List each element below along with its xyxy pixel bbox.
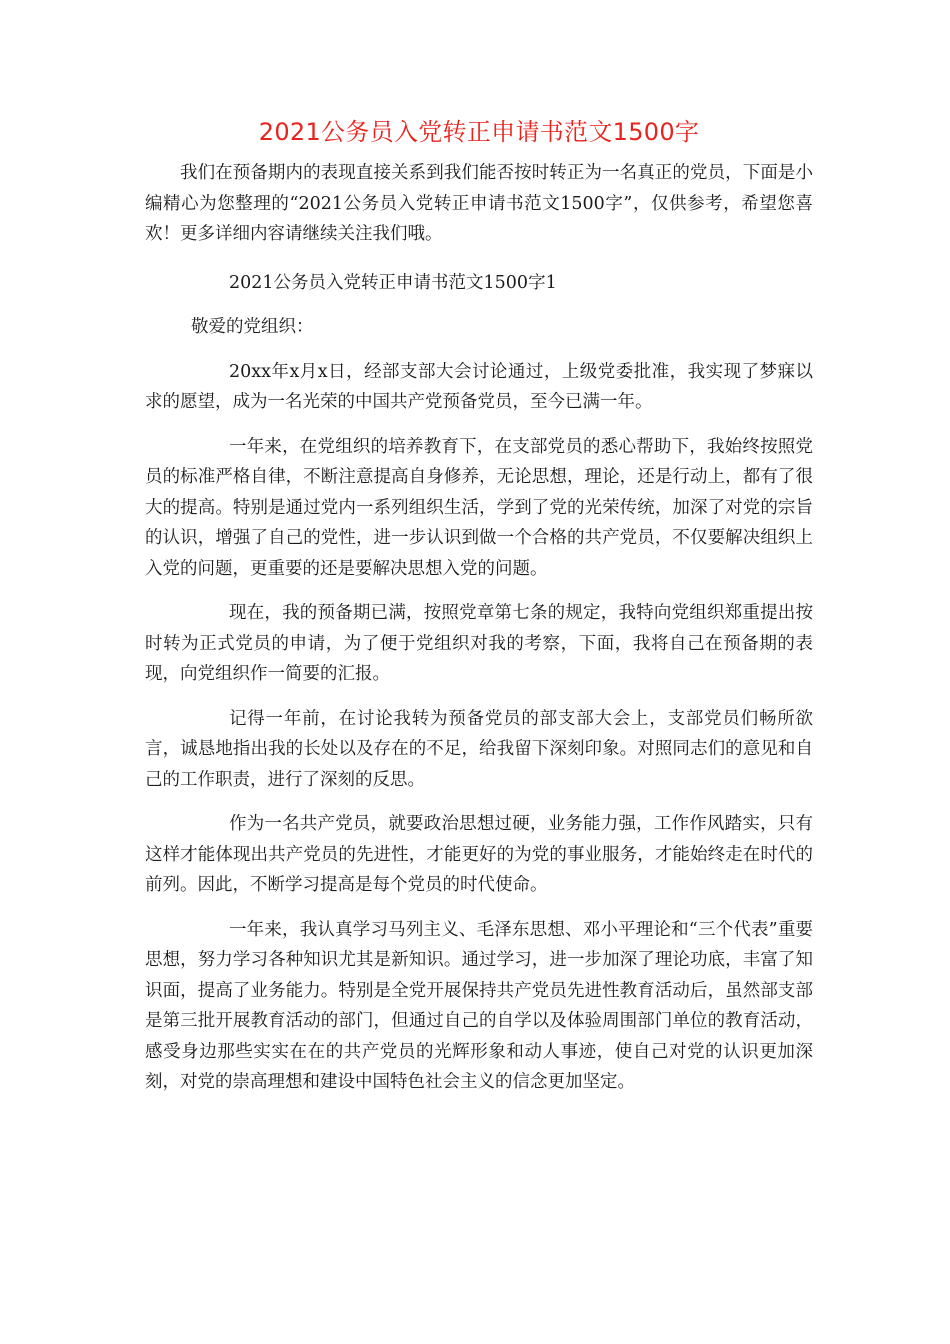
document-content	[145, 112, 813, 1098]
section-subtitle: 2021公务员入党转正申请书范文1500字1	[229, 272, 557, 293]
body-paragraph-1: 20xx年x月x日，经部支部大会讨论通过，上级党委批准，我实现了梦寐以求的愿望，成为一名光荣的中国共产党预备党员，至今已满一年。	[145, 361, 813, 412]
body-paragraph-6: 一年来，我认真学习马列主义、毛泽东思想、邓小平理论和“三个代表”重要思想，努力学习各种知识尤其是新知识。通过学习，进一步加深了理论功底，丰富了知识面，提高了业务能力。特别是全党开展保持共产党员先进性教育活动后，虽然部支部是第三批开展教育活动的部门，但通过自己的自学以及体验周围部门单位的教育活动，感受身边那些实实在在的共产党员的光辉形象和动人事迹，使自己对党的认识更加深刻，对党的崇高理想和建设中国特色社会主义的信念更加坚定。	[145, 919, 813, 1092]
body-paragraph-5: 作为一名共产党员，就要政治思想过硬，业务能力强，工作作风踏实，只有这样才能体现出共产党员的先进性，才能更好的为党的事业服务，才能始终走在时代的前列。因此，不断学习提高是每个党员的时代使命。	[145, 814, 813, 895]
document-title: 2021公务员入党转正申请书范文1500字	[258, 118, 700, 146]
intro-paragraph: 我们在预备期内的表现直接关系到我们能否按时转正为一名真正的党员，下面是小编精心为您整理的“2021公务员入党转正申请书范文1500字”，仅供参考，希望您喜欢！更多详细内容请继续关注我们哦。	[145, 163, 813, 244]
body-paragraph-4: 记得一年前，在讨论我转为预备党员的部支部大会上，支部党员们畅所欲言，诚恳地指出我的长处以及存在的不足，给我留下深刻印象。对照同志们的意见和自己的工作职责，进行了深刻的反思。	[145, 708, 813, 790]
body-paragraph-2: 一年来，在党组织的培养教育下，在支部党员的悉心帮助下，我始终按照党员的标准严格自律，不断注意提高自身修养，无论思想，理论，还是行动上，都有了很大的提高。特别是通过党内一系列组织生活，学到了党的光荣传统，加深了对党的宗旨的认识，增强了自己的党性，进一步认识到做一个合格的共产党员，不仅要解决组织上入党的问题，更重要的还是要解决思想入党的问题。	[145, 436, 813, 579]
salutation: 敬爱的党组织：	[191, 317, 314, 337]
body-paragraph-3: 现在，我的预备期已满，按照党章第七条的规定，我特向党组织郑重提出按时转为正式党员的申请，为了便于党组织对我的考察，下面，我将自己在预备期的表现，向党组织作一简要的汇报。	[145, 603, 813, 684]
